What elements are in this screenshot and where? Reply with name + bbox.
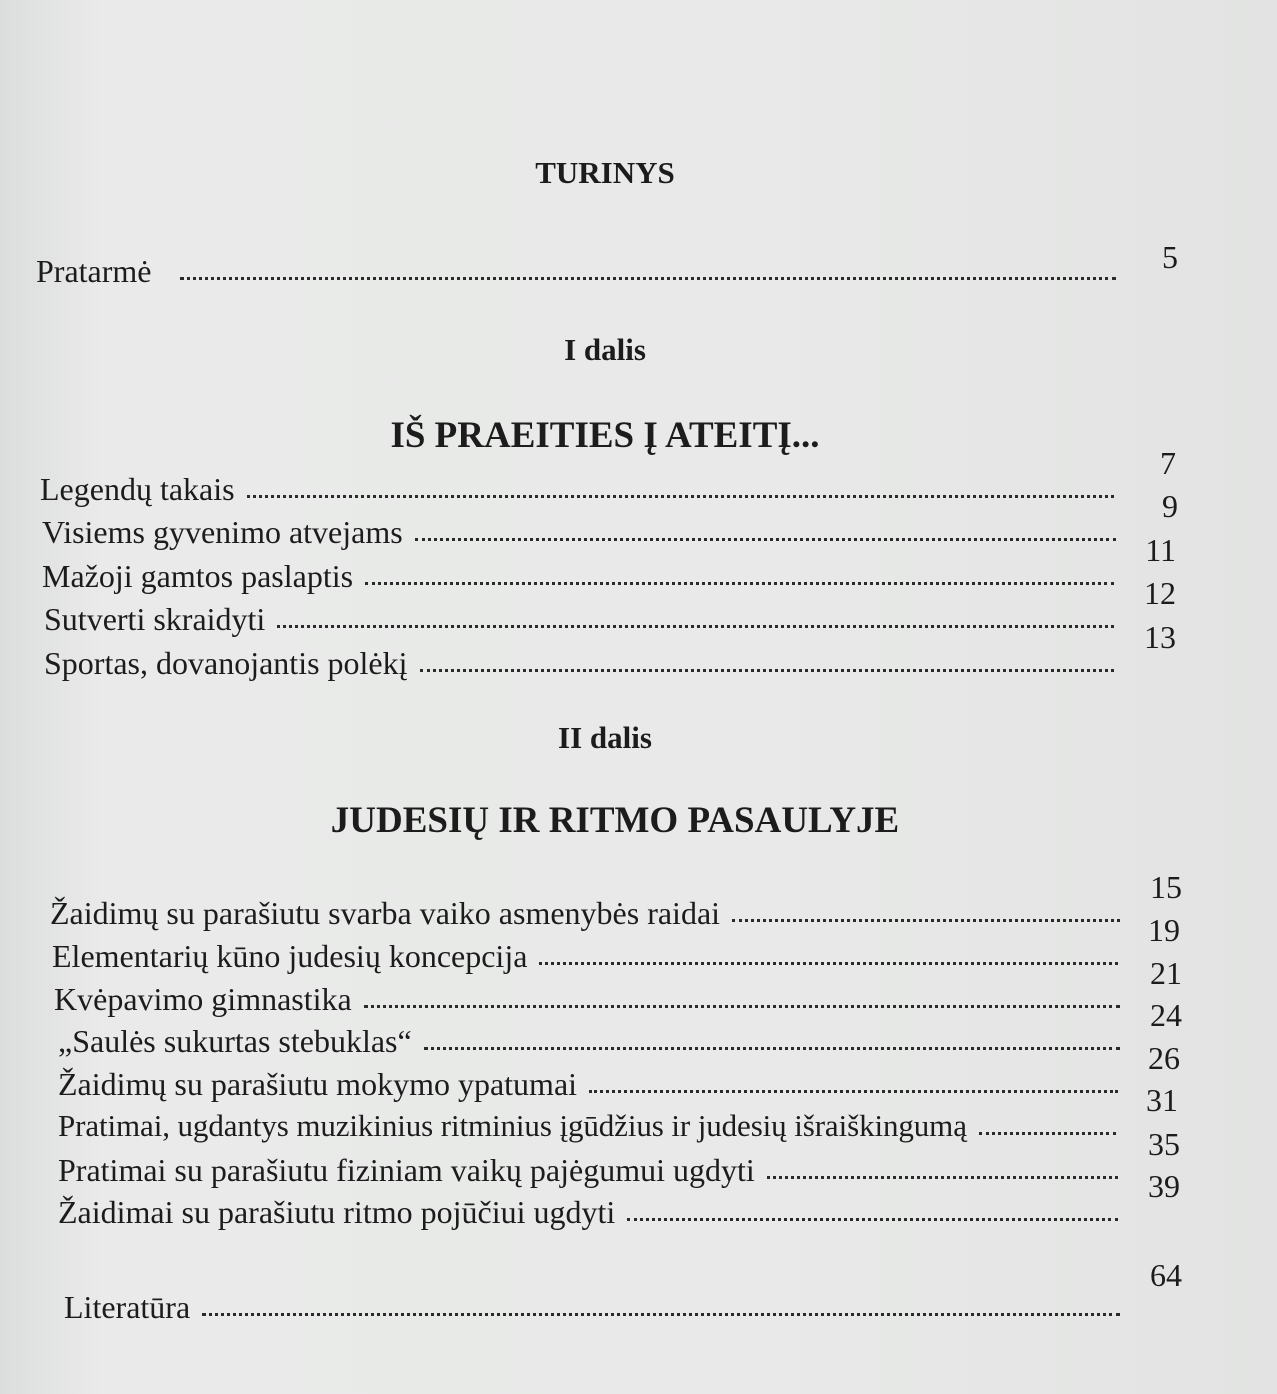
toc-entry-page: 9 bbox=[1162, 488, 1178, 524]
toc-entry bbox=[40, 445, 1176, 507]
toc-entry-page: 12 bbox=[1144, 575, 1176, 611]
toc-entry-bibliography bbox=[64, 1257, 1182, 1325]
dot-leader bbox=[247, 495, 1114, 498]
toc-entry-page: 26 bbox=[1148, 1040, 1180, 1076]
toc-entry-label: Sportas, dovanojantis polėkį bbox=[44, 645, 408, 681]
part-1-label: I dalis bbox=[564, 332, 646, 367]
toc-entry-label: Žaidimai su parašiutu ritmo pojūčiui ugdyti bbox=[58, 1194, 616, 1230]
toc-entry-page: 39 bbox=[1148, 1168, 1180, 1204]
toc-entry-label: Elementarių kūno judesių koncepcija bbox=[52, 938, 528, 974]
toc-entry-page: 19 bbox=[1148, 912, 1180, 948]
part-2-heading: JUDESIŲ IR RITMO PASAULYJE bbox=[330, 800, 900, 841]
toc-entry-page: 21 bbox=[1150, 955, 1182, 991]
toc-entry-page: 24 bbox=[1150, 997, 1182, 1033]
toc-entry-label: Mažoji gamtos paslaptis bbox=[42, 558, 354, 594]
dot-leader bbox=[732, 919, 1120, 922]
part-2-label: II dalis bbox=[558, 720, 652, 755]
toc-entry-page: 35 bbox=[1148, 1126, 1180, 1162]
toc-entry-page: 7 bbox=[1160, 445, 1176, 481]
dot-leader bbox=[277, 625, 1114, 628]
dot-leader bbox=[767, 1176, 1118, 1179]
toc-entry-label: Literatūra bbox=[64, 1289, 191, 1325]
toc-title: TURINYS bbox=[535, 155, 675, 190]
dot-leader bbox=[420, 669, 1114, 672]
toc-entry-label: Žaidimų su parašiutu svarba vaiko asmenybės raidai bbox=[50, 895, 721, 931]
toc-entry-page: 15 bbox=[1150, 869, 1182, 905]
dot-leader bbox=[180, 277, 1117, 280]
dot-leader bbox=[589, 1090, 1118, 1093]
dot-leader bbox=[364, 1005, 1120, 1008]
toc-entry-page: 64 bbox=[1150, 1257, 1182, 1293]
toc-entry-label: Visiems gyvenimo atvejams bbox=[42, 514, 403, 550]
toc-entry-preface bbox=[36, 239, 1178, 289]
toc-entry-page: 13 bbox=[1144, 619, 1176, 655]
toc-entry-page: 31 bbox=[1146, 1082, 1178, 1118]
dot-leader bbox=[539, 962, 1118, 965]
dot-leader bbox=[365, 582, 1114, 585]
toc-entry-label: Pratimai, ugdantys muzikinius ritminius įgūdžius ir judesių išraiškingumą bbox=[58, 1108, 967, 1143]
toc-entry-label: Pratarmė bbox=[36, 253, 152, 289]
toc-entry-page: 5 bbox=[1162, 239, 1178, 275]
dot-leader bbox=[415, 538, 1116, 541]
toc-entry-label: Sutverti skraidyti bbox=[44, 601, 266, 637]
dot-leader bbox=[424, 1047, 1120, 1050]
toc-entry-label: Kvėpavimo gimnastika bbox=[54, 981, 352, 1017]
part-1-heading: IŠ PRAEITIES Į ATEITĮ... bbox=[390, 415, 820, 456]
toc-entry-label: Pratimai su parašiutu fiziniam vaikų pajėgumui ugdyti bbox=[58, 1152, 755, 1188]
dot-leader bbox=[979, 1132, 1116, 1135]
toc-entry-label: „Saulės sukurtas stebuklas“ bbox=[58, 1023, 412, 1059]
dot-leader bbox=[202, 1313, 1120, 1316]
toc-entry-label: Žaidimų su parašiutu mokymo ypatumai bbox=[58, 1066, 578, 1102]
dot-leader bbox=[627, 1218, 1118, 1221]
toc-entry-page: 11 bbox=[1145, 532, 1176, 568]
toc-entry-label: Legendų takais bbox=[40, 471, 235, 507]
